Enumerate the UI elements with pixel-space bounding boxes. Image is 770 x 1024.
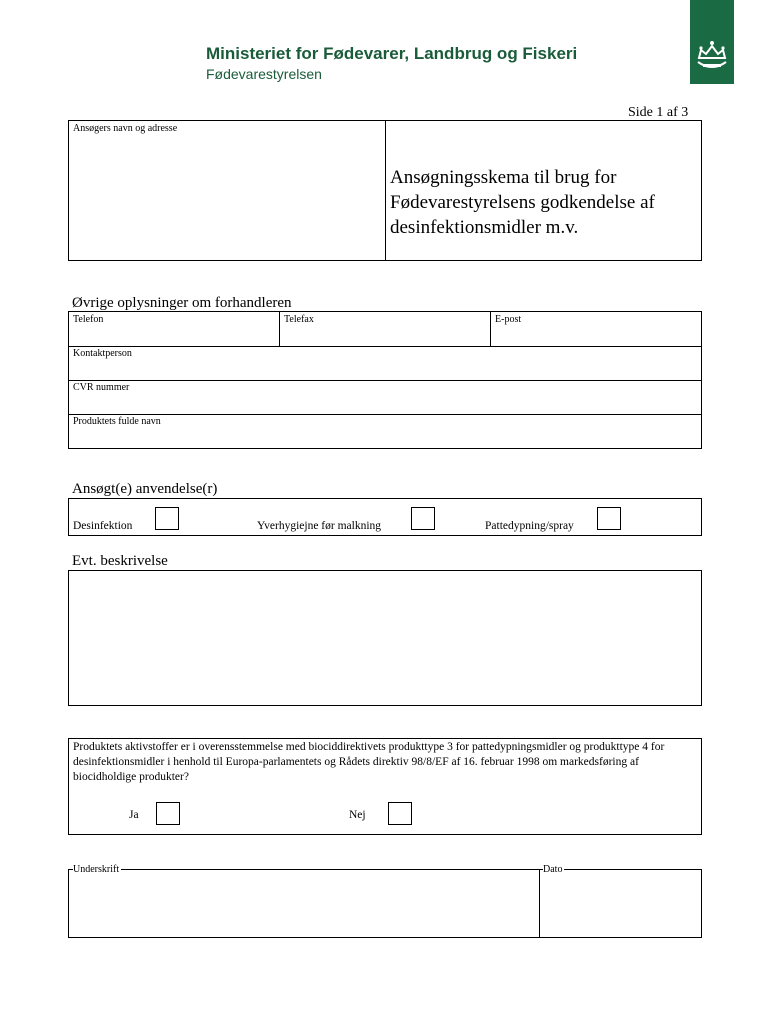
yes-label: Ja (129, 809, 139, 821)
dealer-section-heading: Øvrige oplysninger om forhandleren (72, 295, 292, 311)
contact-person-field[interactable] (70, 360, 698, 378)
date-label: Dato (543, 864, 563, 875)
disinfection-checkbox[interactable] (155, 507, 179, 530)
page-number: Side 1 af 3 (628, 105, 689, 120)
product-name-label: Produktets fulde navn (73, 416, 161, 427)
applicant-name-label: Ansøgers navn og adresse (73, 123, 178, 134)
contact-person-label: Kontaktperson (73, 348, 132, 359)
description-field[interactable] (68, 570, 702, 706)
applicant-name-field[interactable] (70, 136, 382, 258)
phone-field[interactable] (70, 326, 276, 344)
ministry-name: Ministeriet for Fødevarer, Landbrug og Fiskeri (206, 44, 578, 63)
email-label: E-post (495, 314, 522, 325)
no-label: Nej (349, 809, 366, 821)
product-name-field[interactable] (70, 428, 698, 446)
teat-dip-label: Pattedypning/spray (485, 520, 574, 532)
date-field[interactable] (541, 880, 700, 936)
teat-dip-checkbox[interactable] (597, 507, 621, 530)
udder-hygiene-checkbox[interactable] (411, 507, 435, 530)
cvr-number-field[interactable] (70, 394, 698, 412)
description-heading: Evt. beskrivelse (72, 553, 168, 569)
fax-label: Telefax (284, 314, 314, 325)
applicant-title-divider (385, 121, 386, 260)
compliance-question: Produktets aktivstoffer er i overensstemmelse med biociddirektivets produkttype 3 for pattedypningsmidler og produkttype 4 for desinfektionsmidler i henhold til Europa-parlamentets og Rådets direktiv 98/8/EF af 16. februar 1998 om markedsføring af biocidholdige produkter? (73, 741, 665, 783)
email-field[interactable] (492, 326, 698, 344)
no-checkbox[interactable] (388, 802, 412, 825)
yes-checkbox[interactable] (156, 802, 180, 825)
signature-label: Underskrift (73, 864, 120, 875)
signature-field[interactable] (70, 880, 536, 936)
usage-section-heading: Ansøgt(e) anvendelse(r) (72, 481, 218, 497)
phone-label: Telefon (73, 314, 104, 325)
agency-name: Fødevarestyrelsen (206, 66, 322, 82)
crown-logo-icon (690, 0, 734, 84)
cvr-number-label: CVR nummer (73, 382, 130, 393)
udder-hygiene-label: Yverhygiejne før malkning (257, 520, 382, 532)
disinfection-label: Desinfektion (73, 520, 133, 532)
form-title: Ansøgningsskema til brug for Fødevarestyrelsens godkendelse af desinfektionsmidler m.v. (390, 167, 655, 238)
fax-field[interactable] (281, 326, 487, 344)
